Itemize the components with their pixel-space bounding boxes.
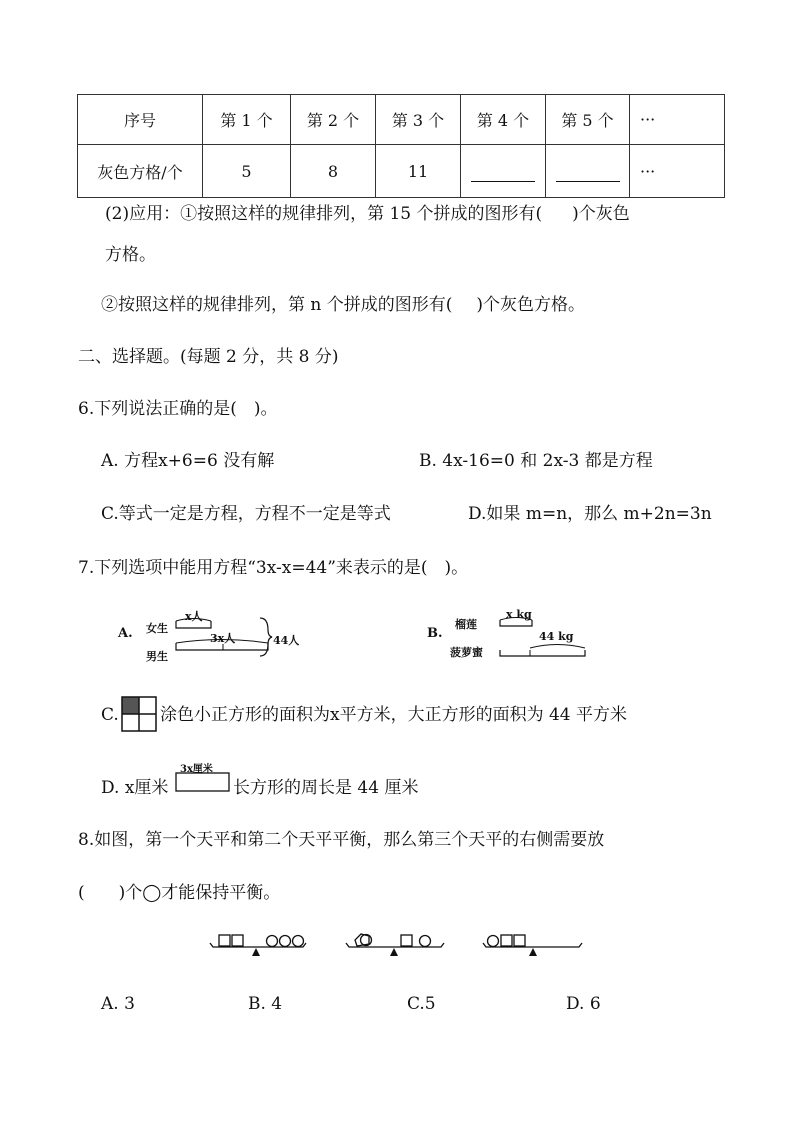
table-cell: 第 4 个: [461, 95, 546, 145]
q5-2-line3: ②按照这样的规律排列，第 n 个拼成的图形有( )个灰色方格。: [101, 295, 586, 315]
square-grid-icon: [121, 696, 157, 732]
rect-label: 3x厘米: [180, 764, 213, 775]
table-cell: 第 2 个: [291, 95, 376, 145]
q7-option-c-text: 涂色小正方形的面积为x平方米，大正方形的面积为 44 平方米: [160, 705, 628, 725]
q6-option-b[interactable]: B. 4x-16=0 和 2x-3 都是方程: [419, 451, 653, 471]
bar-diagram: [427, 608, 597, 668]
table-cell-blank[interactable]: [546, 145, 630, 198]
table-cell: 第 5 个: [546, 95, 630, 145]
q6-option-c[interactable]: C.等式一定是方程，方程不一定是等式: [101, 504, 391, 524]
table-cell-blank[interactable]: [461, 145, 546, 198]
q6-option-d[interactable]: D.如果 m=n，那么 m+2n=3n: [468, 504, 712, 524]
q7-option-d[interactable]: D. x厘米: [101, 778, 169, 798]
q5-2-line1: (2)应用：①按照这样的规律排列，第 15 个拼成的图形有( )个灰色: [105, 204, 630, 224]
q6-option-a[interactable]: A. 方程x+6=6 没有解: [101, 451, 275, 471]
q7-option-a[interactable]: A. 女生 男生 x人 3x人 44人: [118, 608, 318, 668]
balance-scales: [205, 926, 595, 962]
table-header-row: [78, 95, 725, 145]
table-cell: 序号: [78, 95, 203, 145]
table-cell: 第 1 个: [203, 95, 291, 145]
section-title: 二、选择题。(每题 2 分，共 8 分): [78, 347, 339, 367]
q5-2-line2: 方格。: [105, 245, 156, 265]
table-cell: ···: [630, 145, 725, 198]
q8-option-b[interactable]: B. 4: [248, 994, 283, 1014]
balance-scale-2: [346, 934, 444, 956]
q7-stem: 7.下列选项中能用方程“3x-x=44”来表示的是( )。: [78, 558, 469, 578]
bar-diagram: [118, 608, 318, 668]
table-row: [78, 145, 725, 198]
q8-stem-line2: ( )个◯才能保持平衡。: [78, 883, 281, 903]
q8-option-d[interactable]: D. 6: [566, 994, 601, 1014]
q6-stem: 6.下列说法正确的是( )。: [78, 399, 278, 419]
balance-scale-3: [483, 935, 582, 956]
rectangle-figure: [175, 772, 231, 794]
q8-option-c[interactable]: C.5: [407, 994, 436, 1014]
q7-option-b[interactable]: B. 榴莲 菠萝蜜 x kg 44 kg: [427, 608, 597, 668]
q8-stem-line1: 8.如图，第一个天平和第二个天平平衡，那么第三个天平的右侧需要放: [78, 830, 605, 850]
table-cell: 灰色方格/个: [78, 145, 203, 198]
balance-scale-1: [210, 935, 306, 956]
table-cell: 5: [203, 145, 291, 198]
q8-option-a[interactable]: A. 3: [101, 994, 135, 1014]
answer-blank[interactable]: [471, 161, 535, 182]
pattern-table: [77, 94, 725, 198]
answer-blank[interactable]: [556, 161, 620, 182]
table-cell: 8: [291, 145, 376, 198]
table-cell: 11: [376, 145, 461, 198]
q7-option-c[interactable]: C.: [101, 705, 119, 725]
table-cell: 第 3 个: [376, 95, 461, 145]
q7-option-d-text: 长方形的周长是 44 厘米: [233, 778, 419, 798]
table-cell: ···: [630, 95, 725, 145]
